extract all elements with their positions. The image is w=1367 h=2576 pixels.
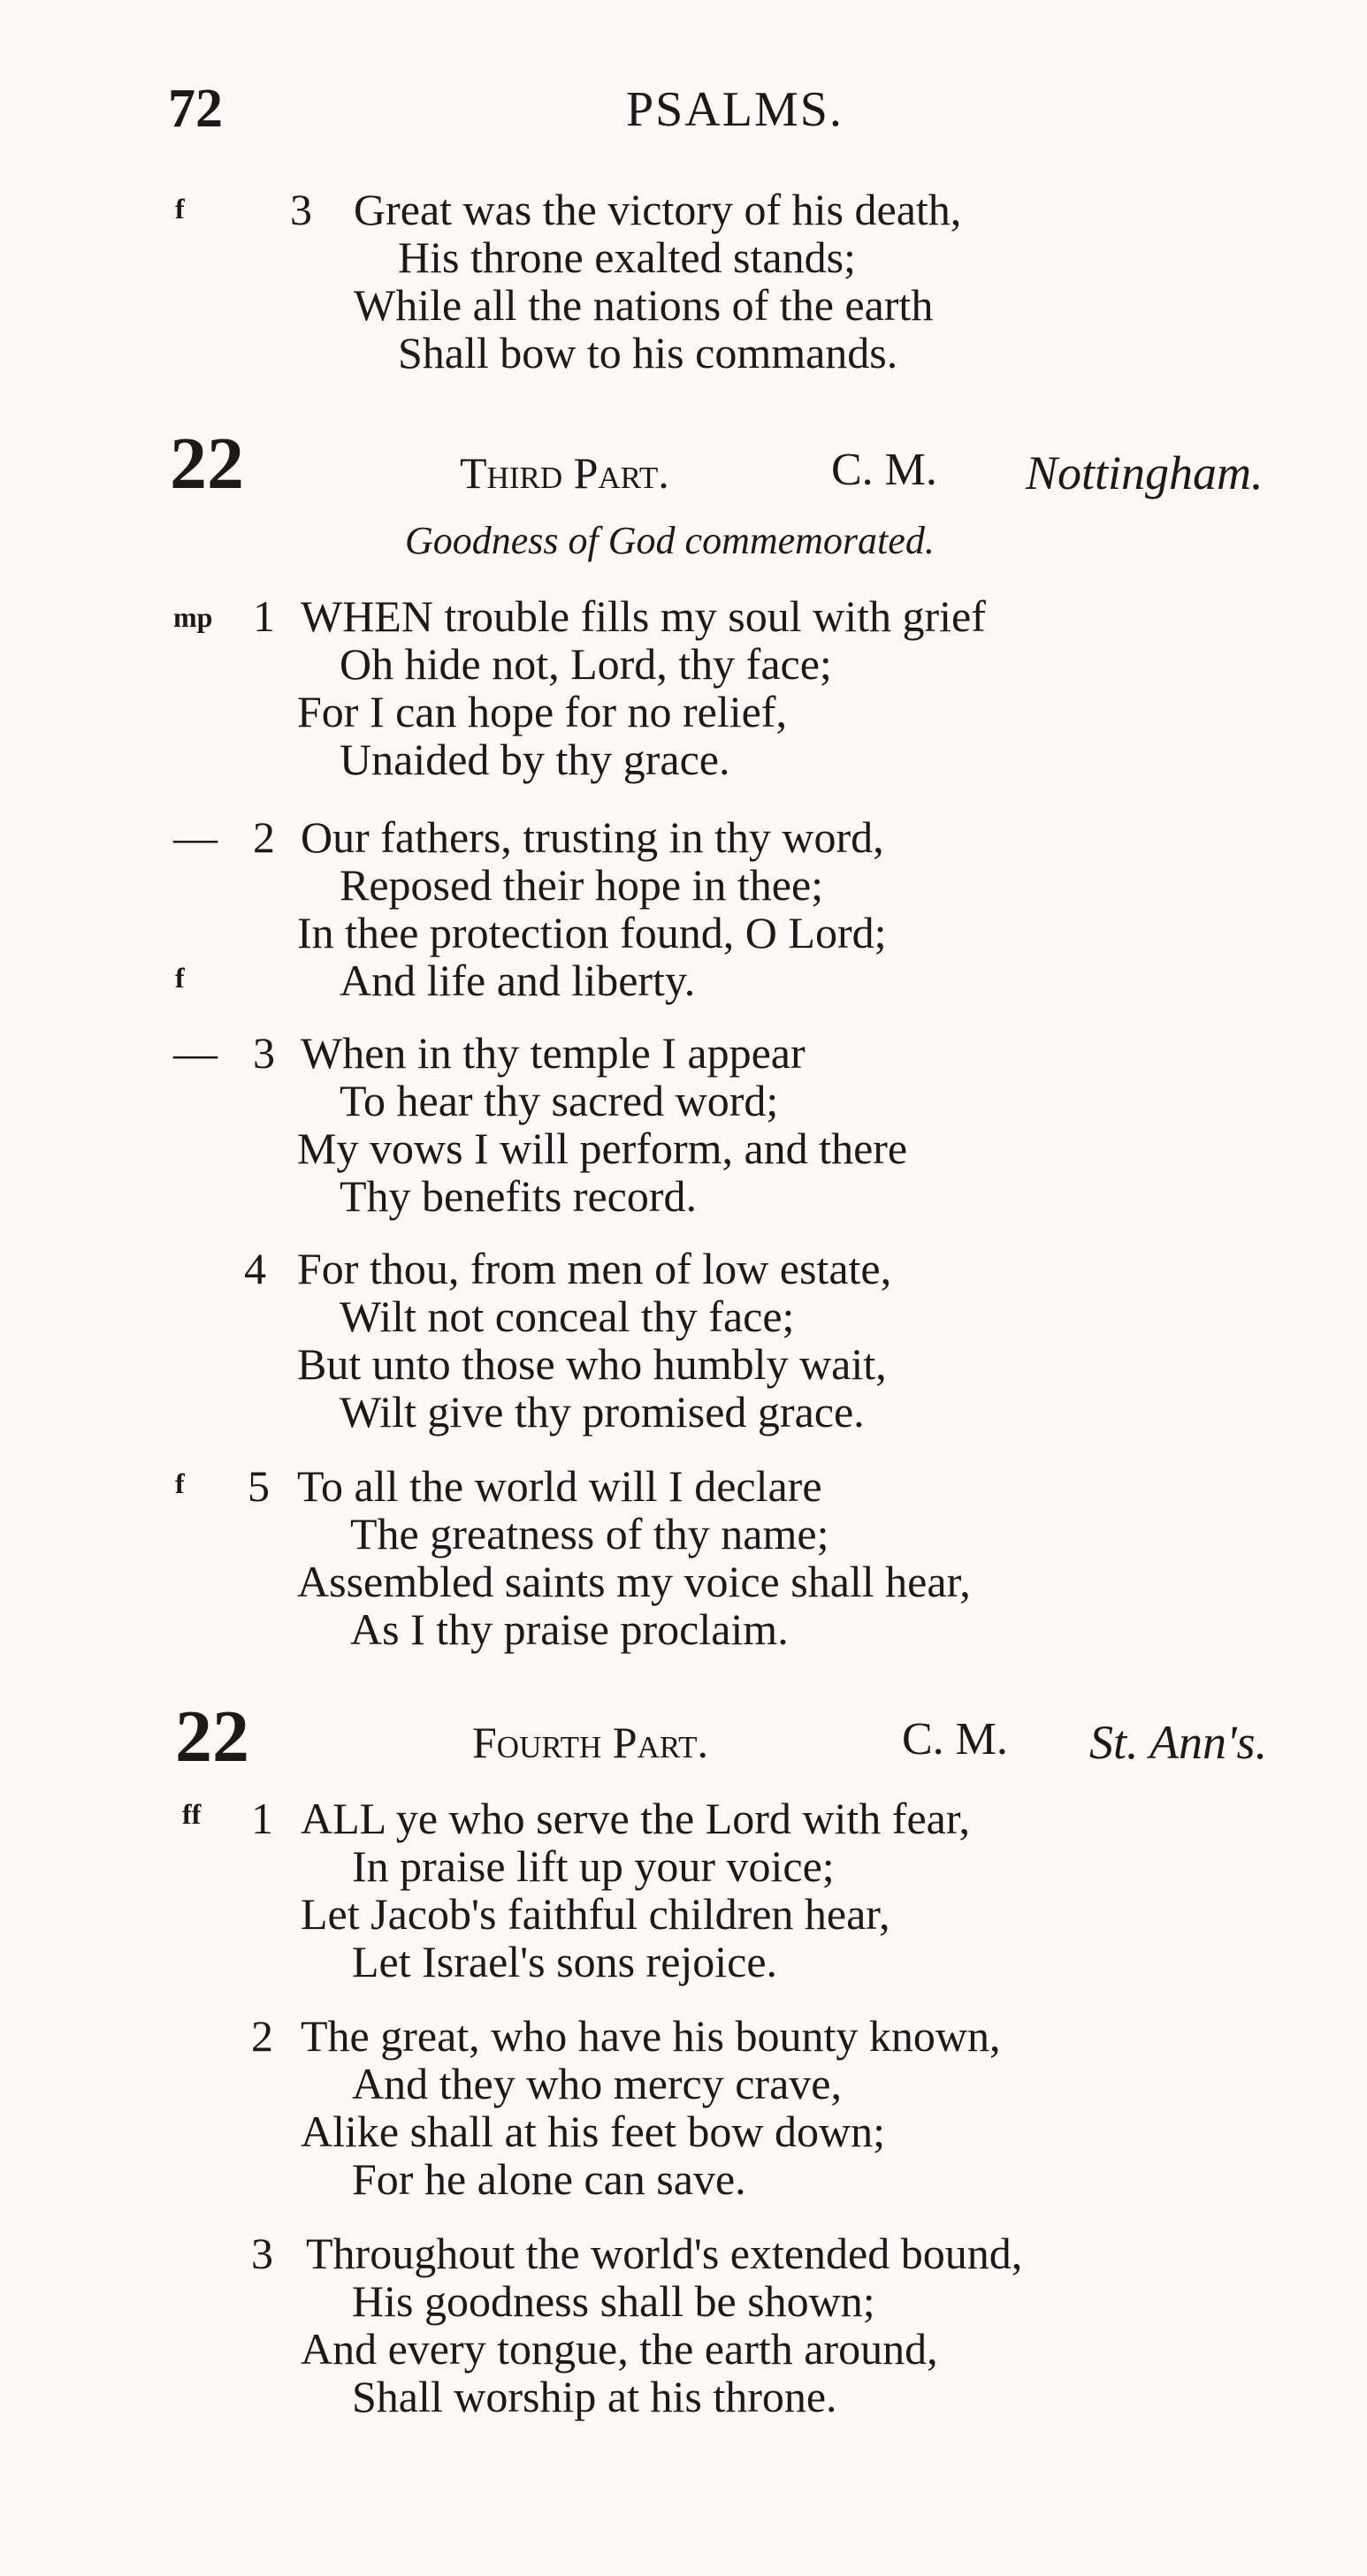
verse-number: 5 (248, 1461, 270, 1511)
verse-line: While all the nations of the earth (354, 280, 934, 330)
verse-line: Our fathers, trusting in thy word, (301, 812, 884, 862)
psalm-number: 22 (175, 1696, 249, 1778)
part-label: Third Part. (460, 448, 669, 498)
verse-line: Great was the victory of his death, (354, 185, 962, 234)
verse-line: Reposed their hope in thee; (340, 860, 824, 910)
dynamic-mark: ff (182, 1798, 202, 1830)
meter-label: C. M. (902, 1714, 1008, 1764)
verse-line: Wilt not conceal thy face; (340, 1292, 795, 1341)
dynamic-mark: f (175, 193, 185, 225)
verse-line: Let Israel's sons rejoice. (352, 1937, 778, 1986)
section-subtitle: Goodness of God commemorated. (405, 519, 935, 562)
verse-line: And life and liberty. (340, 956, 696, 1005)
tune-name: St. Ann's. (1089, 1716, 1268, 1769)
verse-number: 3 (290, 185, 312, 234)
verse-number: 3 (251, 2229, 273, 2278)
verse-number: 4 (244, 1244, 266, 1293)
verse-number: 3 (253, 1028, 275, 1078)
verse-line: In thee protection found, O Lord; (297, 908, 887, 957)
verse-line: When in thy temple I appear (301, 1028, 806, 1078)
verse-number: 1 (251, 1794, 273, 1843)
dash-mark: — (173, 1028, 218, 1078)
verse-line: For I can hope for no relief, (297, 687, 787, 736)
running-title: PSALMS. (626, 82, 844, 137)
verse-line: Alike shall at his feet bow down; (301, 2107, 885, 2156)
verse-line: Wilt give thy promised grace. (340, 1387, 865, 1437)
dynamic-mark: mp (173, 601, 213, 633)
section-title (460, 447, 669, 499)
verse-line: Throughout the world's extended bound, (306, 2229, 1023, 2278)
verse-line: Let Jacob's faithful children hear, (301, 1889, 890, 1939)
verse-line: His throne exalted stands; (398, 232, 856, 282)
verse-line: His goodness shall be shown; (352, 2276, 875, 2326)
verse-line: Shall worship at his throne. (352, 2372, 837, 2421)
page-number: 72 (168, 79, 223, 139)
verse-line: But unto those who humbly wait, (297, 1339, 887, 1389)
verse-line: WHEN trouble fills my soul with grief (301, 591, 986, 641)
verse-line: ALL ye who serve the Lord with fear, (301, 1794, 970, 1843)
section-title (472, 1717, 708, 1768)
verse-line: My vows I will perform, and there (297, 1124, 908, 1173)
verse-line: And every tongue, the earth around, (301, 2324, 938, 2374)
verse-number: 2 (253, 812, 275, 862)
dynamic-mark: f (175, 1467, 185, 1499)
meter-label: C. M. (831, 445, 937, 495)
verse-line: For thou, from men of low estate, (297, 1244, 892, 1293)
dash-mark: — (173, 812, 218, 862)
verse-line: And they who mercy crave, (352, 2059, 842, 2108)
verse-line: Oh hide not, Lord, thy face; (340, 639, 832, 689)
verse-line: To all the world will I declare (297, 1461, 822, 1511)
verse-line: For he alone can save. (352, 2154, 746, 2204)
tune-name: Nottingham. (1026, 446, 1264, 499)
dynamic-mark: f (175, 962, 185, 994)
verse-number: 1 (253, 591, 275, 641)
verse-line: Unaided by thy grace. (340, 735, 730, 784)
verse-line: Shall bow to his commands. (398, 328, 898, 377)
part-label: Fourth Part. (472, 1718, 708, 1767)
verse-line: The great, who have his bounty known, (301, 2011, 1001, 2061)
psalm-number: 22 (170, 423, 244, 505)
verse-line: The greatness of thy name; (350, 1509, 829, 1559)
verse-line: Thy benefits record. (340, 1171, 698, 1221)
verse-line: Assembled saints my voice shall hear, (297, 1557, 971, 1606)
verse-number: 2 (251, 2011, 273, 2061)
verse-line: To hear thy sacred word; (340, 1076, 779, 1125)
verse-line: In praise lift up your voice; (352, 1841, 835, 1891)
verse-line: As I thy praise proclaim. (350, 1604, 789, 1654)
